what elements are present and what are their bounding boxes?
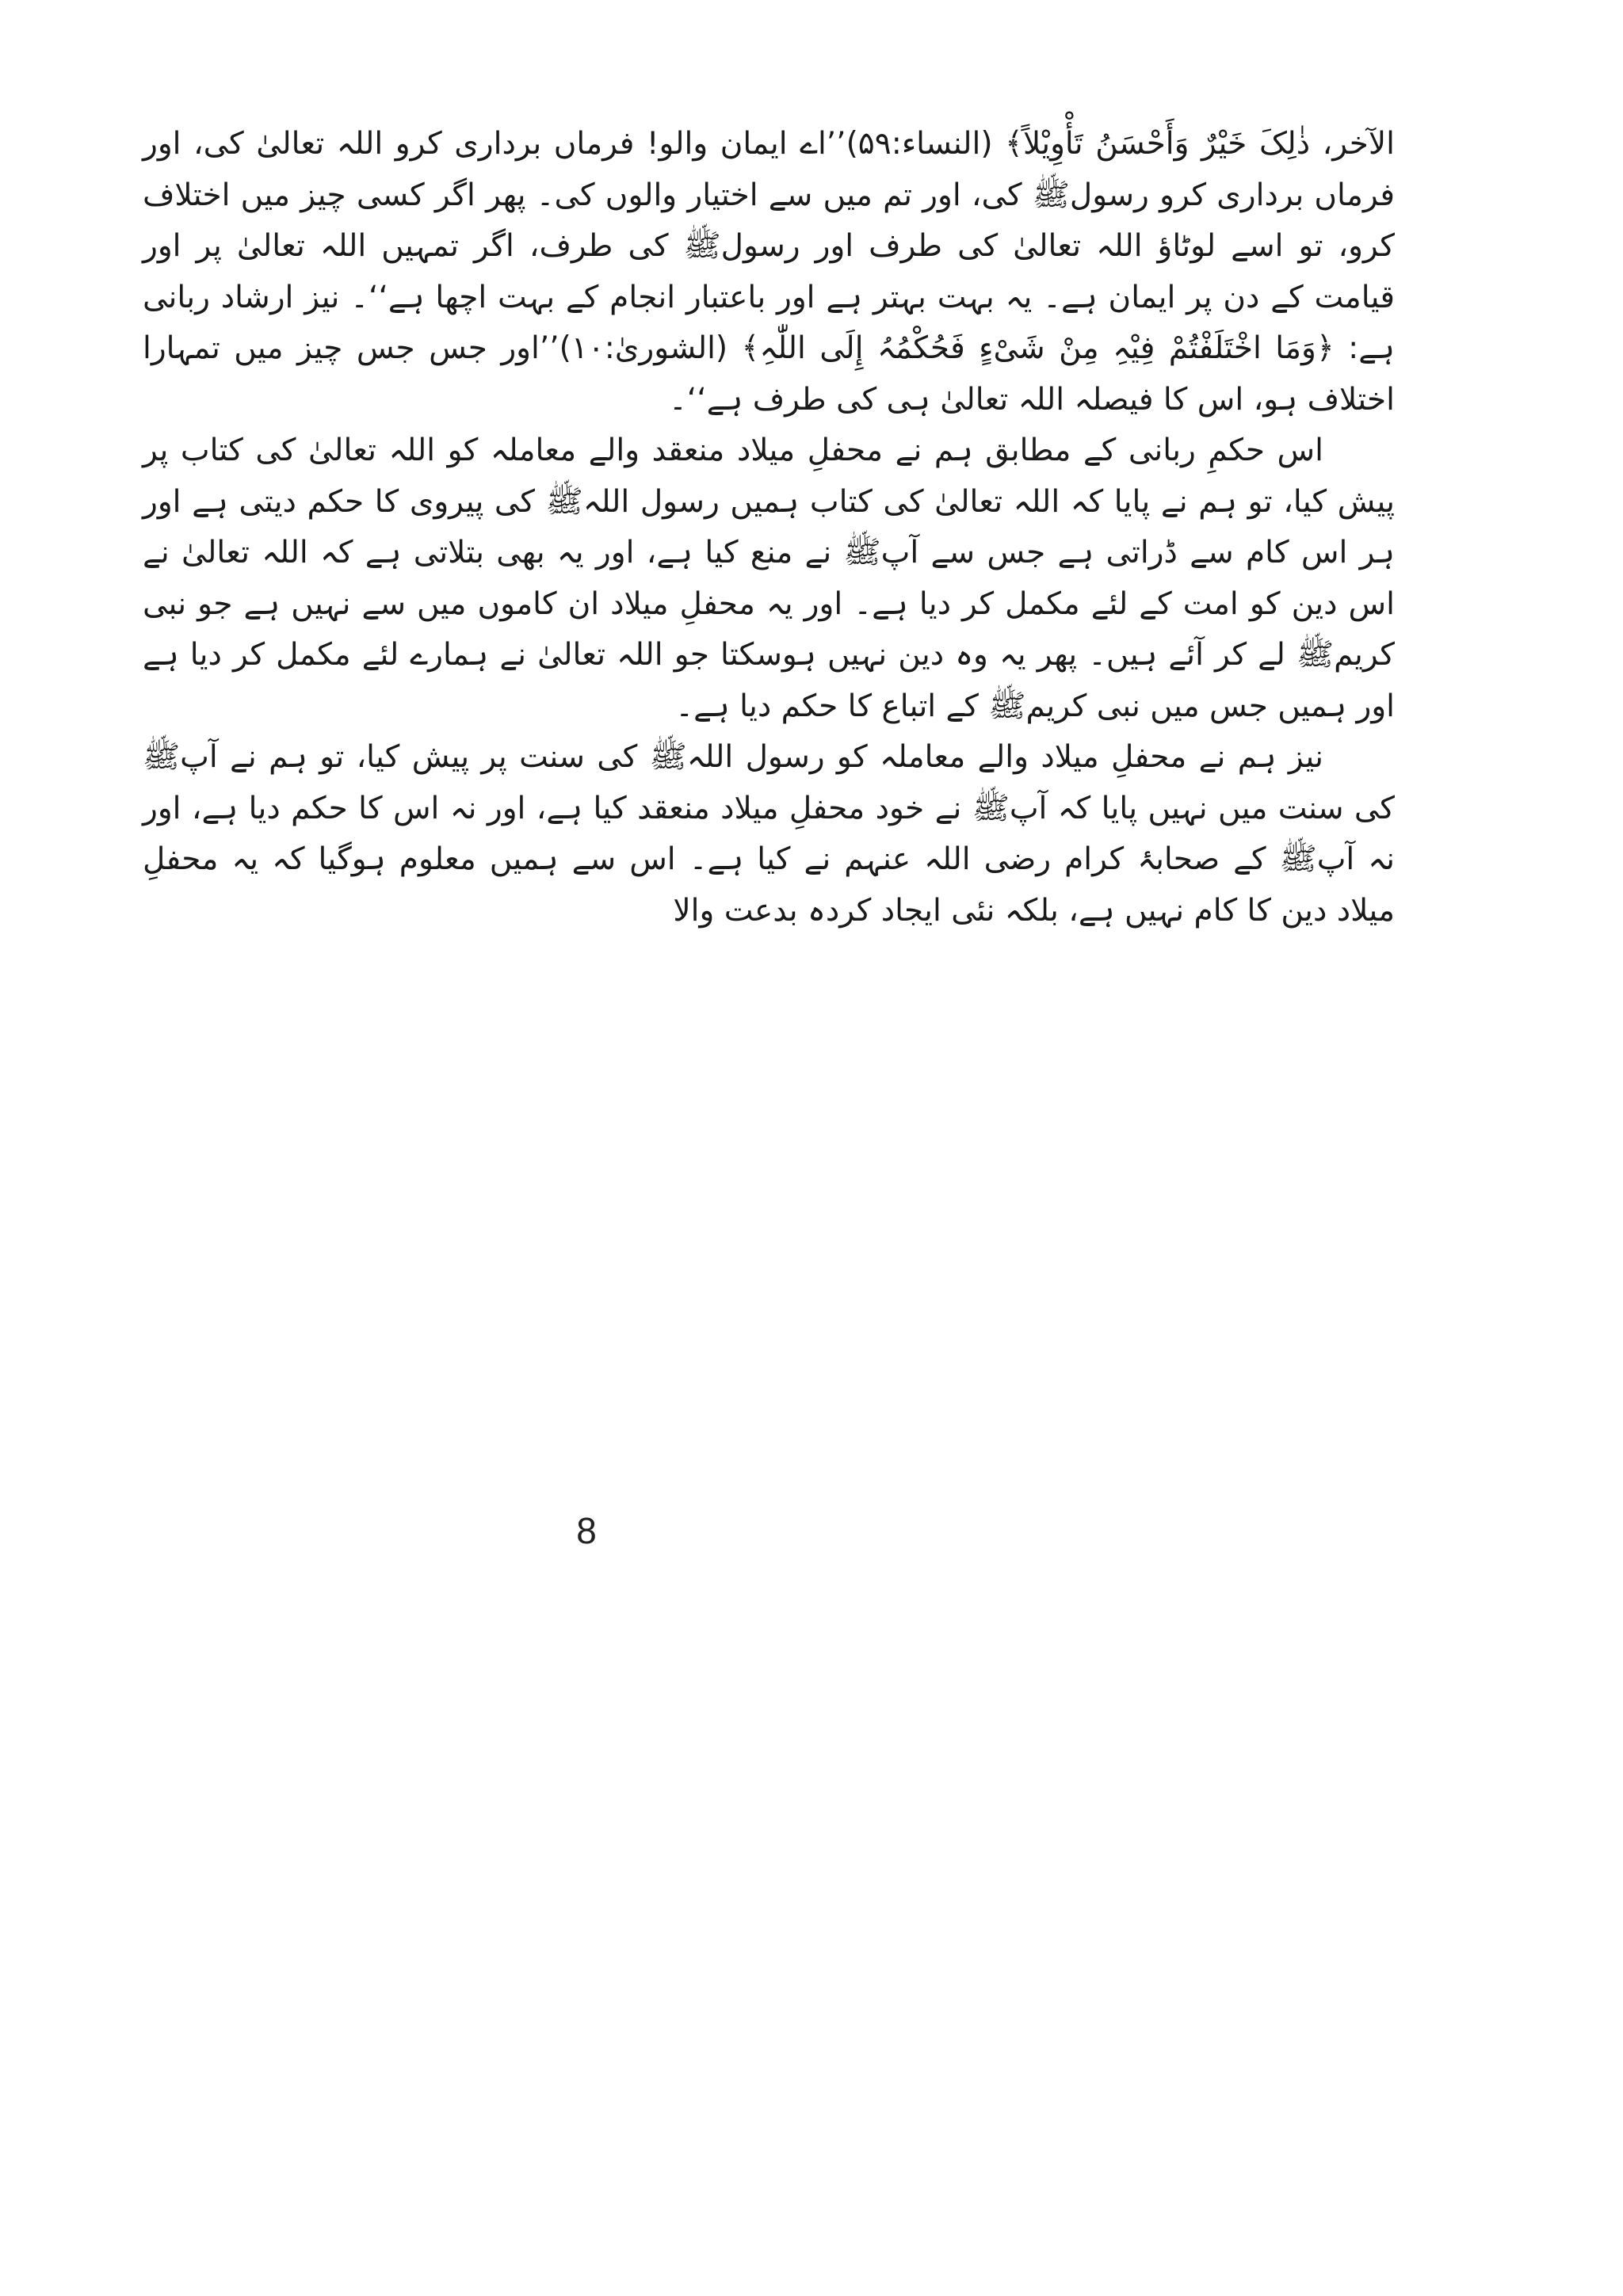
page-number: 8	[576, 1510, 597, 1551]
paragraph-3: نیز ہم نے محفلِ میلاد والے معاملہ کو رسول اللہﷺ کی سنت پر پیش کیا، تو ہم نے آپﷺ کی سنت میں نہیں پایا کہ آپﷺ نے خود محفلِ میلاد منعقد کیا ہے، اور نہ اس کا حکم دیا ہے، اور نہ آپﷺ کے صحابۂ کرام رضی اللہ عنہم نے کیا ہے۔ اس سے ہمیں معلوم ہوگیا کہ یہ محفلِ میلاد دین کا کام نہیں ہے، بلکہ نئی ایجاد کردہ بدعت والا	[143, 739, 1395, 929]
paragraph-1: الآخر، ذٰلِکَ خَیْرٌ وَأَحْسَنُ تَأْوِیْلاً﴾ (النساء:۵۹)’’اے ایمان والو! فرماں برداری کرو اللہ تعالیٰ کی، اور فرماں برداری کرو رسولﷺ کی، اور تم میں سے اختیار والوں کی۔ پھر اگر کسی چیز میں اختلاف کرو، تو اسے لوٹاؤ اللہ تعالیٰ کی طرف اور رسولﷺ کی طرف، اگر تمہیں اللہ تعالیٰ پر اور قیامت کے دن پر ایمان ہے۔ یہ بہت بہتر ہے اور باعتبار انجام کے بہت اچھا ہے‘‘۔ نیز ارشاد ربانی ہے: ﴿وَمَا اخْتَلَفْتُمْ فِیْہِ مِنْ شَیْءٍ فَحُکْمُہُ إِلَی اللّٰہِ﴾ (الشوریٰ:۱۰)’’اور جس جس چیز میں تمہارا اختلاف ہو، اس کا فیصلہ اللہ تعالیٰ ہی کی طرف ہے‘‘۔	[143, 126, 1395, 418]
body-text	[143, 119, 1395, 936]
paragraph-2: اس حکمِ ربانی کے مطابق ہم نے محفلِ میلاد منعقد والے معاملہ کو اللہ تعالیٰ کی کتاب پر پیش کیا، تو ہم نے پایا کہ اللہ تعالیٰ کی کتاب ہمیں رسول اللہﷺ کی پیروی کا حکم دیتی ہے اور ہر اس کام سے ڈراتی ہے جس سے آپﷺ نے منع کیا ہے، اور یہ بھی بتلاتی ہے کہ اللہ تعالیٰ نے اس دین کو امت کے لئے مکمل کر دیا ہے۔ اور یہ محفلِ میلاد ان کاموں میں سے نہیں ہے جو نبی کریمﷺ لے کر آئے ہیں۔ پھر یہ وہ دین نہیں ہوسکتا جو اللہ تعالیٰ نے ہمارے لئے مکمل کر دیا ہے اور ہمیں جس میں نبی کریمﷺ کے اتباع کا حکم دیا ہے۔	[143, 433, 1395, 724]
